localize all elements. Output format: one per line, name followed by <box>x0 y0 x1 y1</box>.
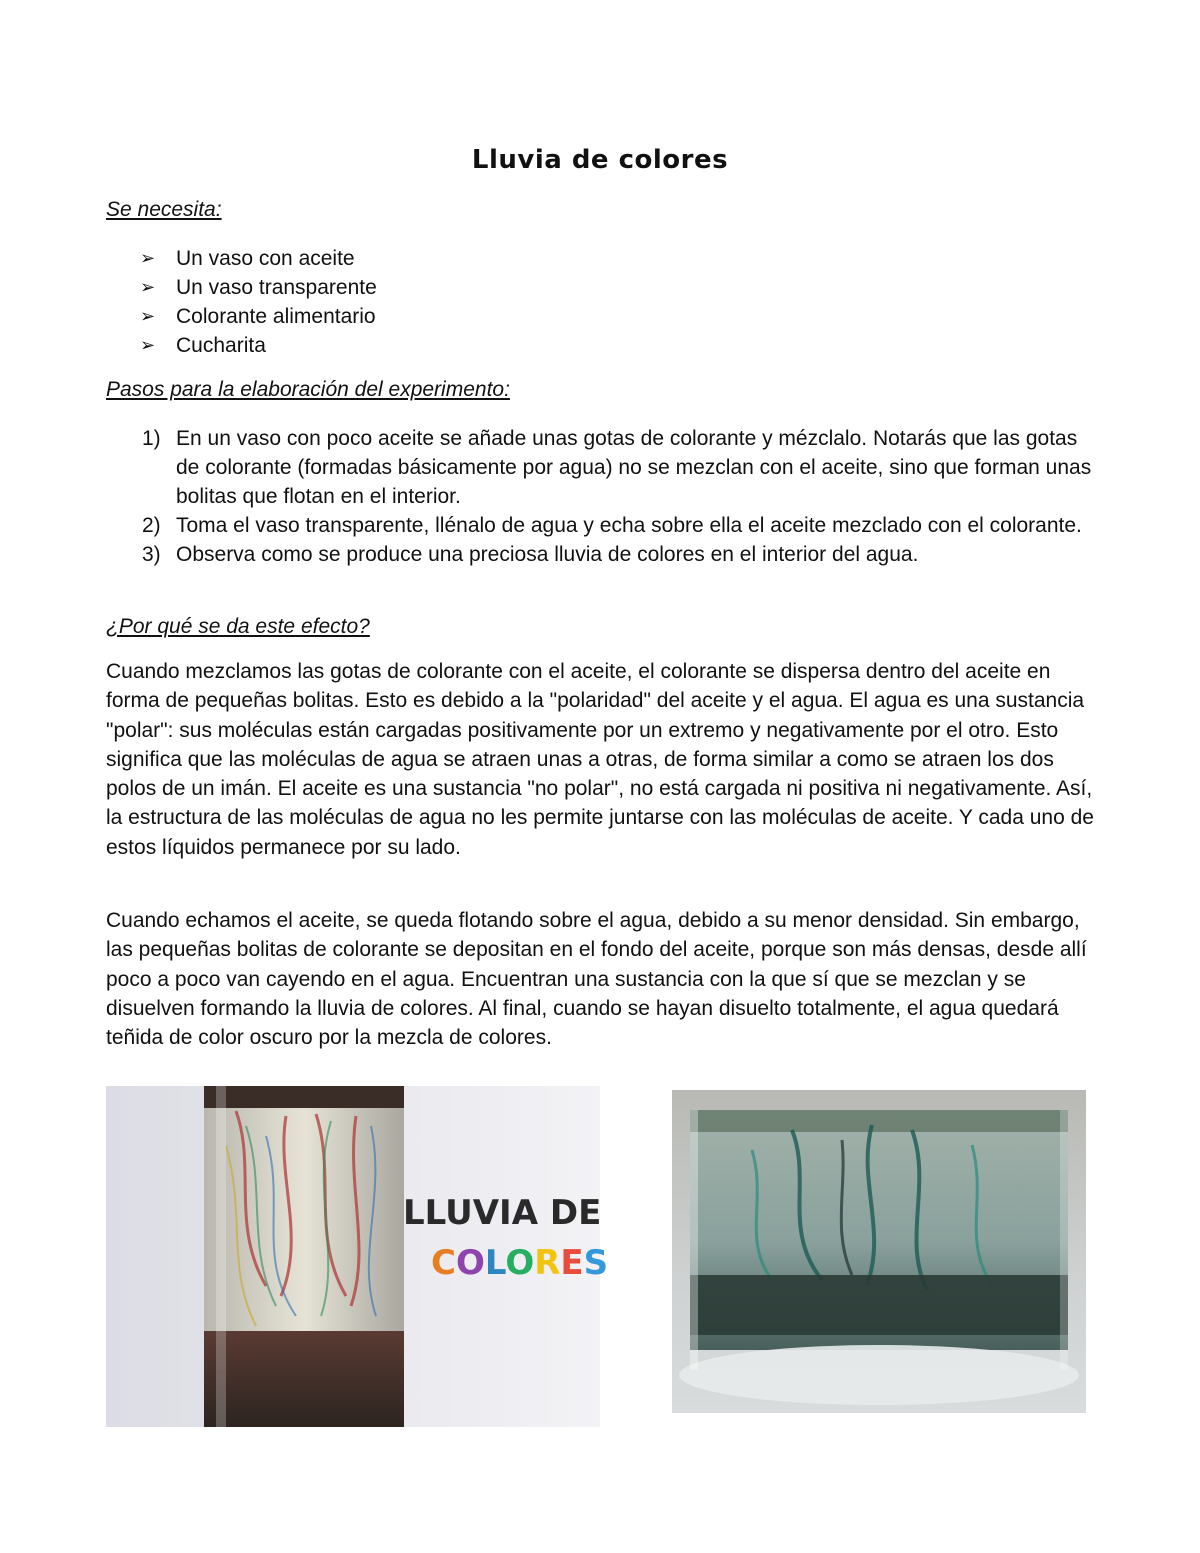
caption-letter: C <box>431 1243 456 1283</box>
step-number: 3) <box>142 543 161 566</box>
materials-heading: Se necesita: <box>106 198 222 221</box>
steps-heading: Pasos para la elaboración del experimento: <box>106 378 510 401</box>
explanation-paragraph-2: Cuando echamos el aceite, se queda flotando sobre el agua, debido a su menor densidad. Sin embargo, las pequeñas bolitas de colorante se depositan en el fondo del aceite, porque son más densas, desde allí poco a poco van cayendo en el agua. Encuentran una sustancia con la que sí que se mezclan y se disuelven formando la lluvia de colores. Al final, cuando se hayan disuelto totalmente, el agua quedará teñida de color oscuro por la mezcla de colores. <box>106 909 1087 1050</box>
photo-caption-line2 <box>431 1243 608 1283</box>
caption-letter: O <box>505 1243 535 1283</box>
step-number: 2) <box>142 514 161 537</box>
list-item: ➢ Colorante alimentario <box>140 302 377 331</box>
step-item <box>106 424 1106 511</box>
step-item <box>106 540 1106 569</box>
list-item: ➢ Cucharita <box>140 331 377 360</box>
step-text: Toma el vaso transparente, llénalo de agua y echa sobre ella el aceite mezclado con el colorante. <box>176 514 1082 537</box>
step-number: 1) <box>142 427 161 450</box>
materials-list <box>140 244 377 360</box>
list-item: ➢ Un vaso transparente <box>140 273 377 302</box>
steps-list <box>106 424 1106 569</box>
photo-glass-rainbow <box>106 1086 609 1427</box>
caption-letter: O <box>455 1243 485 1283</box>
caption-letter: L <box>484 1243 506 1283</box>
step-text: Observa como se produce una preciosa lluvia de colores en el interior del agua. <box>176 543 919 566</box>
glass-illustration <box>106 1086 609 1427</box>
explanation-paragraph-1: Cuando mezclamos las gotas de colorante con el aceite, el colorante se dispersa dentro del aceite en forma de pequeñas bolitas. Esto es debido a la "polaridad" del aceite y el agua. El agua es una sustancia "polar": sus moléculas están cargadas positivamente por un extremo y negativamente por el otro. Esto significa que las moléculas de agua se atraen unas a otras, de forma similar a como se atraen los dos polos de un imán. El aceite es una sustancia "no polar", no está cargada ni positiva ni negativamente. Así, la estructura de las moléculas de agua no les permite juntarse con las moléculas de aceite. Y cada uno de estos líquidos permanece por su lado. <box>106 660 1094 859</box>
list-item: ➢ Un vaso con aceite <box>140 244 377 273</box>
why-heading: ¿Por qué se da este efecto? <box>106 615 370 638</box>
arrow-bullet-icon: ➢ <box>140 248 156 268</box>
photo-caption-line1: LLUVIA DE <box>403 1193 602 1233</box>
caption-letter: R <box>534 1243 561 1283</box>
caption-letter: E <box>560 1243 584 1283</box>
document-title: Lluvia de colores <box>471 145 729 175</box>
arrow-bullet-icon: ➢ <box>140 306 156 326</box>
caption-letter: S <box>583 1243 609 1283</box>
arrow-bullet-icon: ➢ <box>140 335 156 355</box>
glass-illustration <box>672 1090 1086 1413</box>
arrow-bullet-icon: ➢ <box>140 277 156 297</box>
step-text: En un vaso con poco aceite se añade unas gotas de colorante y mézclalo. Notarás que las gotas de colorante (formadas básicamente por agua) no se mezclan con el aceite, sino que forman unas bolitas que flotan en el interior. <box>176 427 1092 508</box>
photo-glass-teal <box>672 1090 1086 1413</box>
step-item <box>106 511 1106 540</box>
